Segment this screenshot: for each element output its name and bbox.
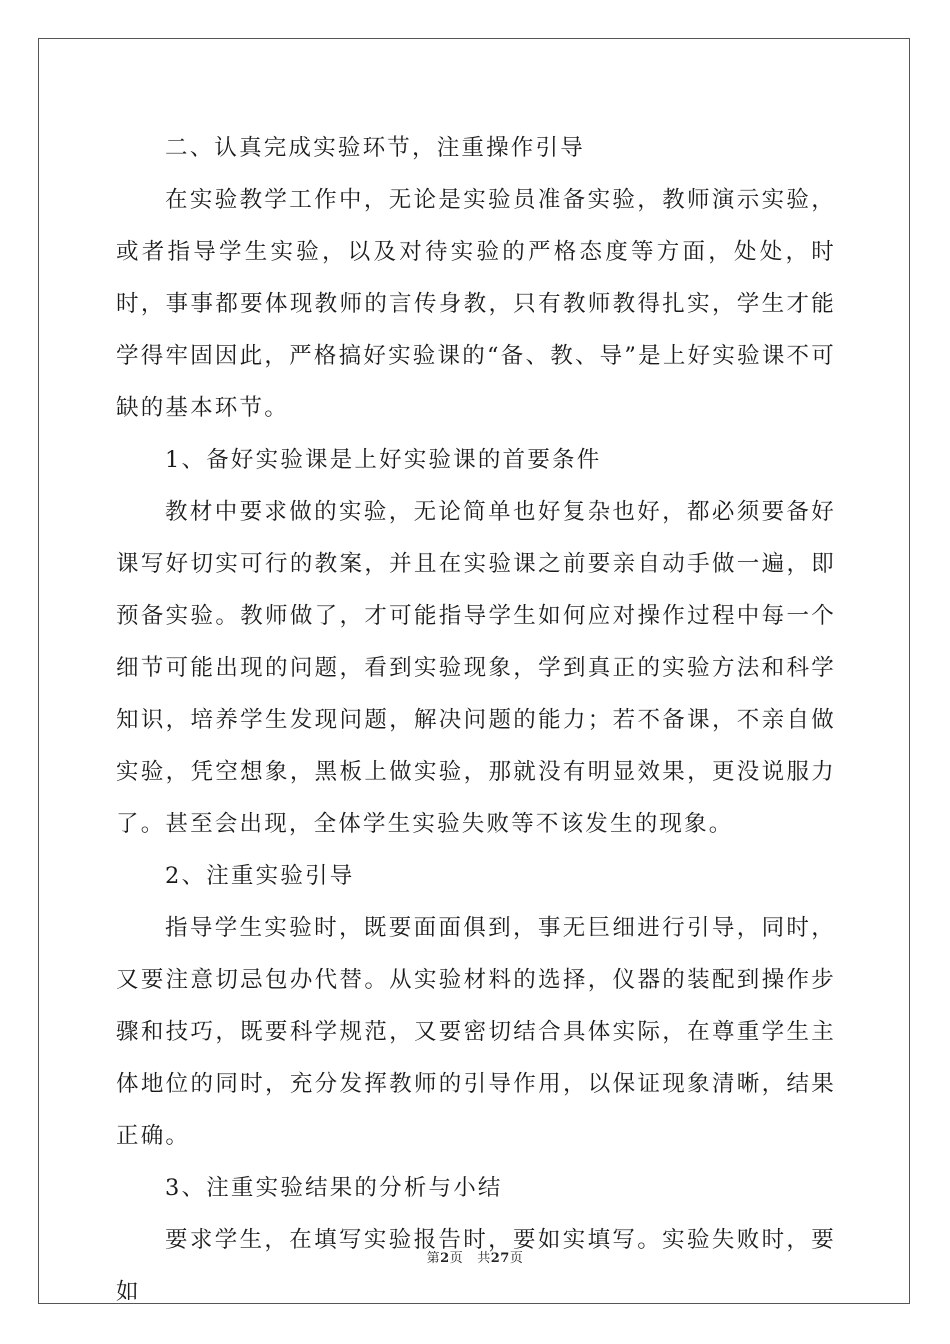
body-paragraph: 在实验教学工作中，无论是实验员准备实验，教师演示实验，或者指导学生实验，以及对待实验的严格态度等方面，处处，时时，事事都要体现教师的言传身教，只有教师教得扎实，学生才能学得牢固因此，严格搞好实验课的“备、教、导”是上好实验课不可缺的基本环节。	[116, 187, 836, 421]
document-body	[116, 122, 836, 1318]
current-page-number: 2	[440, 1251, 450, 1266]
total-prefix: 共	[477, 1251, 491, 1266]
body-paragraph: 要求学生，在填写实验报告时，要如实填写。实验失败时，要如	[116, 1227, 836, 1305]
total-suffix: 页	[509, 1251, 524, 1266]
body-paragraph: 教材中要求做的实验，无论简单也好复杂也好，都必须要备好课写好切实可行的教案，并且在实验课之前要亲自动手做一遍，即预备实验。教师做了，才可能指导学生如何应对操作过程中每一个细节可能出现的问题，看到实验现象，学到真正的实验方法和科学知识，培养学生发现问题，解决问题的能力；若不备课，不亲自做实验，凭空想象，黑板上做实验，那就没有明显效果，更没说服力了。甚至会出现，全体学生实验失败等不该发生的现象。	[116, 499, 836, 837]
subheading: 2、注重实验引导	[165, 863, 355, 889]
page-prefix: 第	[426, 1251, 441, 1266]
page-footer	[0, 1247, 950, 1266]
page-suffix: 页	[449, 1251, 464, 1266]
section-heading: 二、认真完成实验环节，注重操作引导	[165, 135, 585, 161]
subheading: 3、注重实验结果的分析与小结	[165, 1175, 503, 1201]
body-paragraph: 指导学生实验时，既要面面俱到，事无巨细进行引导，同时，又要注意切忌包办代替。从实验材料的选择，仪器的装配到操作步骤和技巧，既要科学规范，又要密切结合具体实际，在尊重学生主体地位的同时，充分发挥教师的引导作用，以保证现象清晰，结果正确。	[116, 915, 836, 1149]
total-page-count: 27	[490, 1251, 510, 1266]
subheading: 1、备好实验课是上好实验课的首要条件	[165, 447, 602, 473]
